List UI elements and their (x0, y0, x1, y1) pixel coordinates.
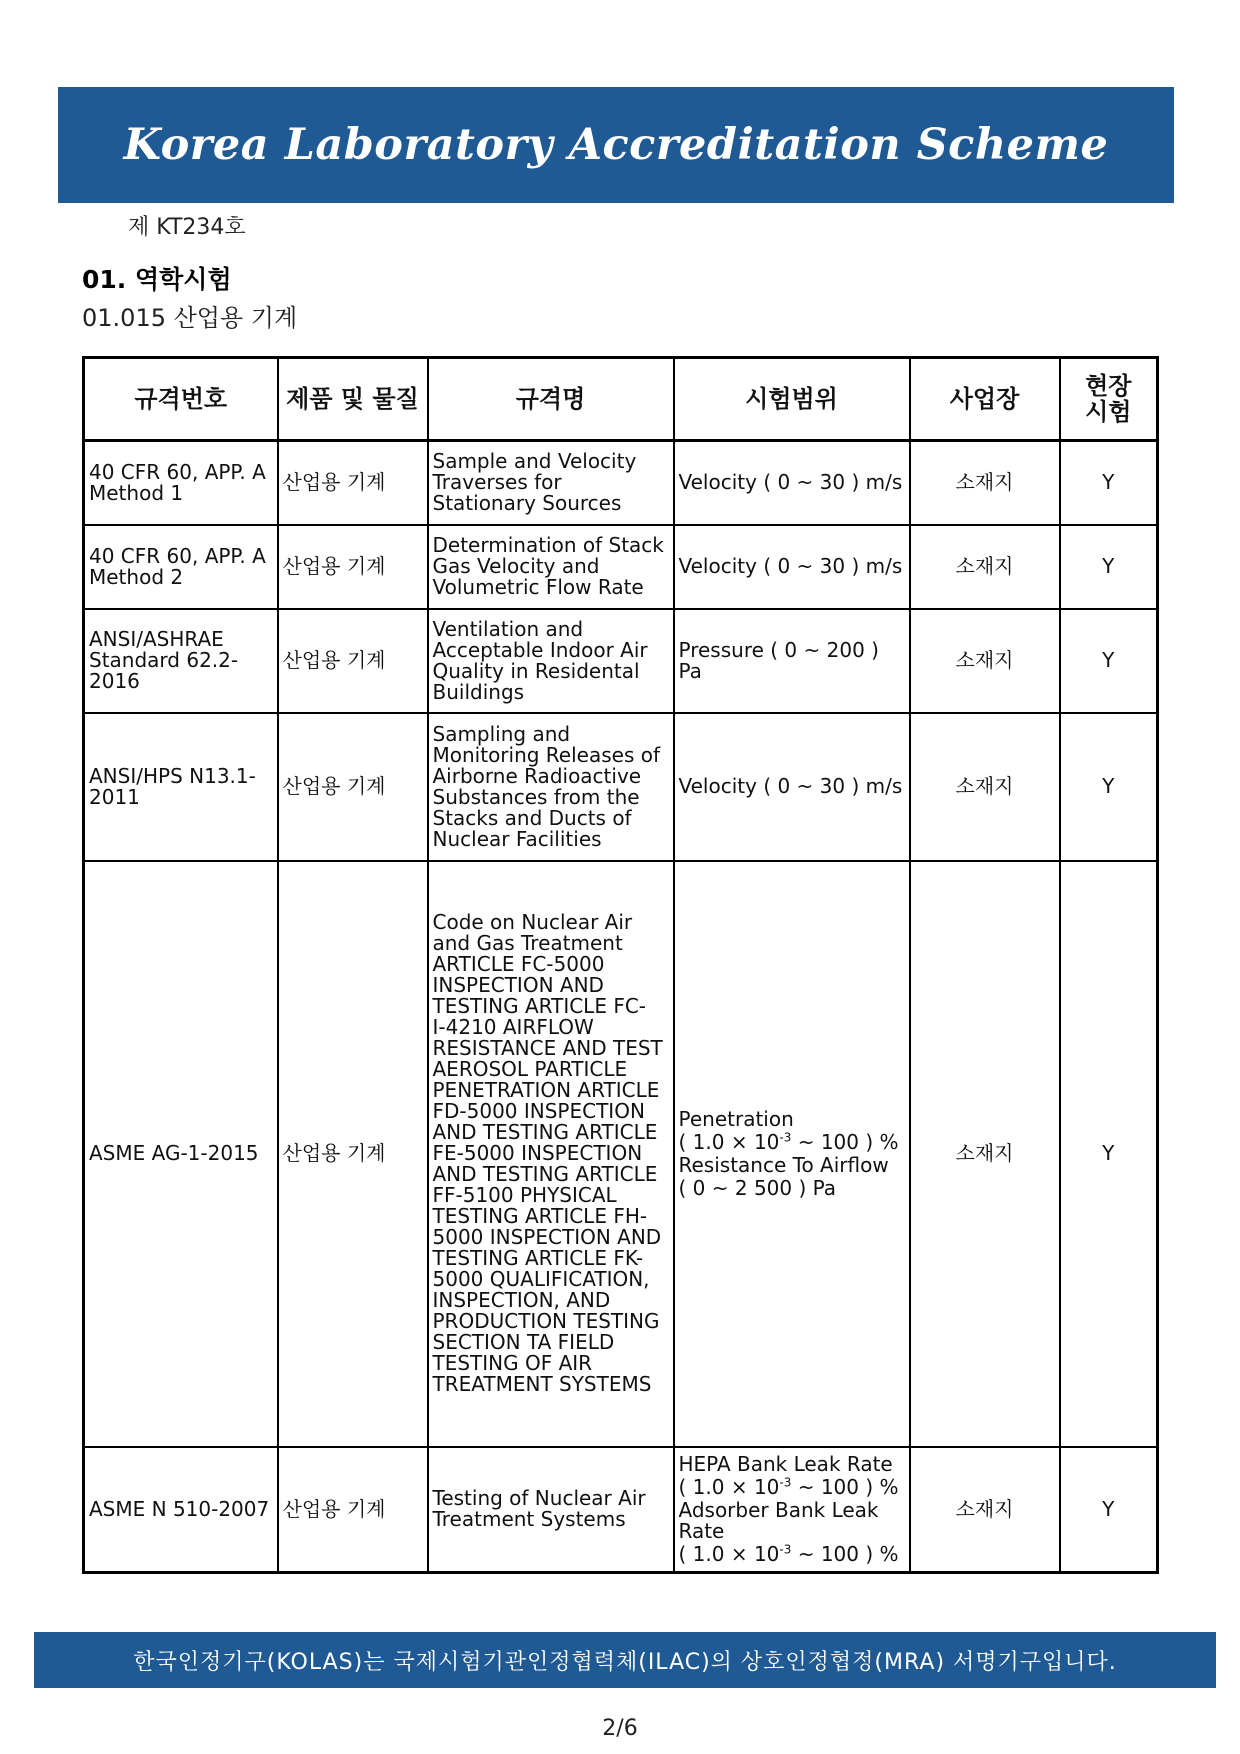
test-range-line: Velocity ( 0 ~ 30 ) m/s (678, 554, 903, 578)
table-row (84, 1447, 1158, 1573)
cell-product: 산업용 기계 (278, 1447, 428, 1573)
table-row (84, 713, 1158, 861)
cell-product: 산업용 기계 (278, 609, 428, 713)
cell-onsite: Y (1060, 713, 1158, 861)
cell-test-range (674, 609, 910, 713)
cell-onsite: Y (1060, 525, 1158, 609)
table-row (84, 441, 1158, 525)
cell-onsite: Y (1060, 609, 1158, 713)
page-number: 2/6 (602, 1716, 638, 1741)
table-body (84, 441, 1158, 1573)
test-range-line: Velocity ( 0 ~ 30 ) m/s (678, 470, 903, 495)
cell-site: 소재지 (910, 861, 1060, 1447)
cell-product: 산업용 기계 (278, 861, 428, 1447)
test-range-line: HEPA Bank Leak Rate (678, 1451, 893, 1476)
cell-standard-name: Ventilation and Acceptable Indoor Air Quality in Residental Buildings (428, 609, 674, 713)
cell-standard-number: ANSI/HPS N13.1-2011 (84, 713, 278, 861)
cell-site: 소재지 (910, 713, 1060, 861)
cell-product: 산업용 기계 (278, 525, 428, 609)
cell-site: 소재지 (910, 441, 1060, 525)
accreditation-scope-table (82, 356, 1159, 1574)
header-onsite: 현장 시험 (1060, 358, 1158, 441)
test-range-line: ( 0 ~ 2 500 ) Pa (678, 1175, 837, 1200)
cell-standard-number: ANSI/ASHRAE Standard 62.2-2016 (84, 609, 278, 713)
table-row (84, 861, 1158, 1447)
cell-standard-name: Sampling and Monitoring Releases of Airborne Radioactive Substances from the Stacks and Ducts of Nuclear Facilities (428, 713, 674, 861)
footer-text: 한국인정기구(KOLAS)는 국제시험기관인정협력체(ILAC)의 상호인정협정(MRA) 서명기구입니다. (133, 1649, 1117, 1675)
cell-test-range (674, 1447, 910, 1573)
cell-onsite: Y (1060, 1447, 1158, 1573)
cell-test-range (674, 861, 910, 1447)
cell-site: 소재지 (910, 525, 1060, 609)
cell-product: 산업용 기계 (278, 713, 428, 861)
cell-standard-name: Determination of Stack Gas Velocity and Volumetric Flow Rate (428, 525, 674, 609)
test-range-line: Pressure ( 0 ~ 200 ) Pa (678, 637, 879, 683)
header-title: Korea Laboratory Accreditation Scheme (123, 120, 1109, 170)
header-standard-number: 규격번호 (84, 358, 278, 441)
subsection-title: 01.015 산업용 기계 (82, 304, 298, 332)
cell-standard-name: Code on Nuclear Air and Gas Treatment ARTICLE FC-5000 INSPECTION AND TESTING ARTICLE FC-Ⅰ-4210 AIRFLOW RESISTANCE AND TEST AEROSOL PARTICLE PENETRATION ARTICLE FD-5000 INSPECTION AND TESTING ARTICLE FE-5000 INSPECTION AND TESTING ARTICLE FF-5100 PHYSICAL TESTING ARTICLE FH-5000 INSPECTION AND TESTING ARTICLE FK-5000 QUALIFICATION, INSPECTION, AND PRODUCTION TESTING SECTION TA FIELD TESTING OF AIR TREATMENT SYSTEMS (428, 861, 674, 1447)
test-range-line: Resistance To Airflow (678, 1152, 889, 1177)
table-header-row (84, 358, 1158, 441)
section-title: 01. 역학시험 (82, 265, 232, 294)
table-row (84, 609, 1158, 713)
cell-site: 소재지 (910, 609, 1060, 713)
cell-test-range (674, 713, 910, 861)
cell-standard-name: Sample and Velocity Traverses for Stationary Sources (428, 441, 674, 525)
test-range-line: Velocity ( 0 ~ 30 ) m/s (678, 774, 903, 798)
test-range-line: ( $1.0 \times 10^{-3}$ ~ 100 ) % (678, 1541, 899, 1566)
header-test-range: 시험범위 (674, 358, 910, 441)
cell-test-range (674, 525, 910, 609)
header-site: 사업장 (910, 358, 1060, 441)
cell-standard-name: Testing of Nuclear Air Treatment Systems (428, 1447, 674, 1573)
cell-standard-number: ASME AG-1-2015 (84, 861, 278, 1447)
header-standard-name: 규격명 (428, 358, 674, 441)
cell-standard-number: ASME N 510-2007 (84, 1447, 278, 1573)
table-row (84, 525, 1158, 609)
cell-product: 산업용 기계 (278, 441, 428, 525)
cell-onsite: Y (1060, 441, 1158, 525)
cell-standard-number: 40 CFR 60, APP. A Method 1 (84, 441, 278, 525)
test-range-line: Penetration (678, 1106, 794, 1131)
cell-site: 소재지 (910, 1447, 1060, 1573)
cell-standard-number: 40 CFR 60, APP. A Method 2 (84, 525, 278, 609)
test-range-line: Adsorber Bank Leak Rate (678, 1497, 879, 1543)
cell-test-range (674, 441, 910, 525)
footer-banner (34, 1632, 1216, 1688)
certificate-number: 제 KT234호 (128, 215, 246, 240)
header-banner (58, 87, 1174, 203)
cell-onsite: Y (1060, 861, 1158, 1447)
test-range-line: ( $1.0 \times 10^{-3}$ ~ 100 ) % (678, 1129, 899, 1154)
header-product: 제품 및 물질 (278, 358, 428, 441)
test-range-line: ( $1.0 \times 10^{-3}$ ~ 100 ) % (678, 1474, 899, 1499)
